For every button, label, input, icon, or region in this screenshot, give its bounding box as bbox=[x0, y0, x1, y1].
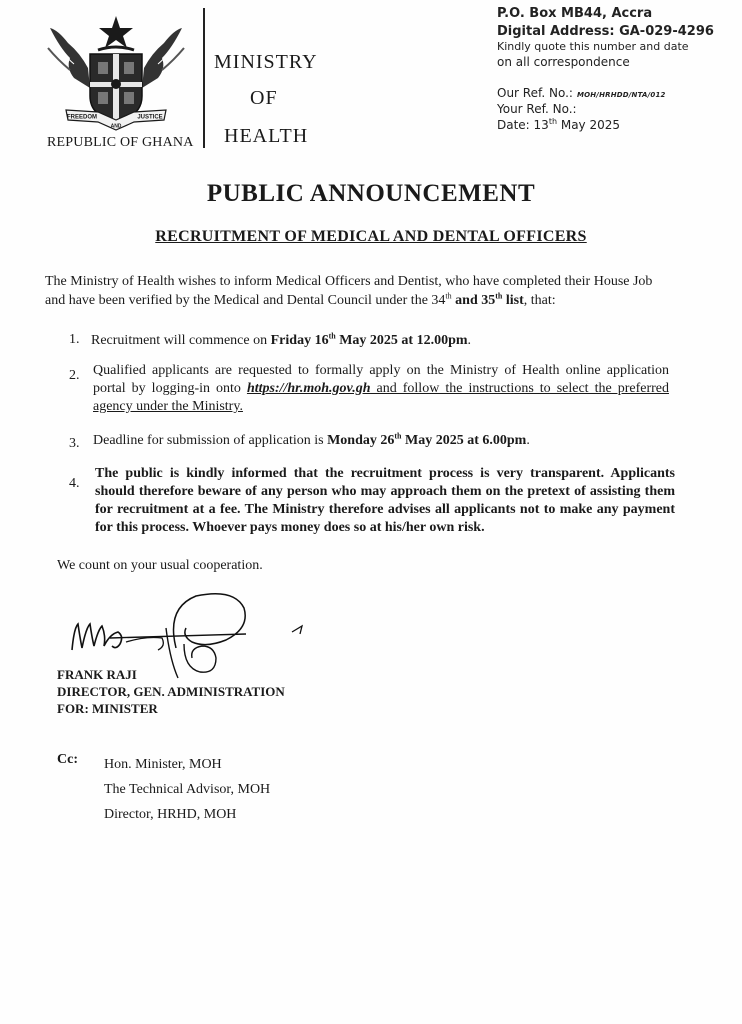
motto-justice: JUSTICE bbox=[137, 114, 163, 121]
ministry-line-1: MINISTRY bbox=[214, 51, 318, 73]
page-subtitle: RECRUITMENT OF MEDICAL AND DENTAL OFFICERS bbox=[155, 228, 587, 245]
our-ref-value: MOH/HRHDD/NTA/012 bbox=[576, 91, 666, 99]
cc-label: Cc: bbox=[57, 752, 78, 767]
list-item bbox=[93, 362, 669, 416]
intro-sup-b: th bbox=[495, 291, 503, 301]
portal-link[interactable]: https://hr.moh.gov.gh bbox=[246, 381, 371, 396]
quote-note: Kindly quote this number and date bbox=[497, 40, 689, 53]
intro-text: The Ministry of Health wishes to inform Medical Officers and Dentist, who have completed their House Job and have been verified by the Medical and Dental Council under the 34 bbox=[45, 274, 653, 308]
intro-sup-a: th bbox=[445, 291, 452, 301]
our-ref bbox=[497, 86, 666, 100]
signatory-block bbox=[57, 666, 285, 717]
item-1-post: . bbox=[467, 333, 472, 348]
our-ref-label: Our Ref. No.: bbox=[497, 86, 573, 100]
item-1-bold: Friday 16 bbox=[270, 333, 329, 348]
date-label: Date: 13 bbox=[497, 118, 549, 132]
intro-end: , that: bbox=[523, 293, 556, 308]
date-rest: May 2025 bbox=[557, 118, 621, 132]
letter-date bbox=[497, 118, 620, 132]
item-3-bold: Monday 26 bbox=[327, 433, 395, 448]
ghana-coat-of-arms-icon bbox=[40, 8, 192, 138]
signatory-name: FRANK RAJI bbox=[57, 667, 137, 682]
intro-list: list bbox=[502, 293, 524, 308]
quote-note-2: on all correspondence bbox=[497, 55, 630, 69]
date-sup: th bbox=[548, 117, 558, 126]
item-1-pre: Recruitment will commence on bbox=[91, 333, 271, 348]
item-number: 1. bbox=[69, 332, 80, 347]
ministry-line-3: HEALTH bbox=[224, 125, 309, 147]
list-item bbox=[93, 432, 683, 450]
republic-label: REPUBLIC OF GHANA bbox=[47, 135, 194, 150]
item-3-sup: th bbox=[394, 431, 402, 441]
item-2-pre: Qualified applicants are requested to formally apply on the Ministry of Health online application portal by logging-in onto bbox=[93, 363, 669, 396]
page-title: PUBLIC ANNOUNCEMENT bbox=[206, 180, 536, 207]
item-1-bold-rest: May 2025 at 12.00pm bbox=[335, 333, 468, 348]
list-item bbox=[91, 332, 681, 350]
list-item: The public is kindly informed that the recruitment process is very transparent. Applicants should therefore beware of any person who may approach them on the pretext of assisting them for recruitment at a fee. The Ministry therefore advises all applicants not to make any payment for this process. Whoever pays money does so at his/her own risk. bbox=[95, 466, 675, 535]
item-3-pre: Deadline for submission of application is bbox=[93, 433, 328, 448]
ministry-line-2: OF bbox=[250, 87, 278, 109]
cc-list bbox=[104, 752, 270, 827]
item-3-bold-rest: May 2025 at 6.00pm bbox=[401, 433, 527, 448]
item-2-post: and follow the instructions to select the preferred agency under the Ministry. bbox=[93, 381, 669, 414]
intro-paragraph bbox=[45, 272, 673, 310]
item-number: 2. bbox=[69, 368, 80, 383]
motto-and: AND bbox=[110, 123, 122, 130]
your-ref: Your Ref. No.: bbox=[497, 102, 577, 116]
intro-and: and 35 bbox=[451, 293, 496, 308]
motto-freedom: FREEDOM bbox=[67, 114, 97, 121]
item-3-post: . bbox=[526, 433, 530, 448]
cc-recipient: Director, HRHD, MOH bbox=[104, 807, 237, 822]
po-box: P.O. Box MB44, Accra bbox=[497, 6, 653, 21]
item-1-sup: th bbox=[328, 331, 336, 341]
signatory-title: DIRECTOR, GEN. ADMINISTRATION bbox=[57, 684, 285, 699]
cc-recipient: Hon. Minister, MOH bbox=[104, 757, 222, 772]
cc-recipient: The Technical Advisor, MOH bbox=[104, 782, 271, 797]
signatory-for: FOR: MINISTER bbox=[57, 701, 158, 716]
item-number: 4. bbox=[69, 476, 80, 491]
digital-address: Digital Address: GA-029-4296 bbox=[497, 24, 714, 39]
closing-line: We count on your usual cooperation. bbox=[57, 558, 263, 573]
item-number: 3. bbox=[69, 436, 80, 451]
header-divider bbox=[203, 8, 205, 148]
